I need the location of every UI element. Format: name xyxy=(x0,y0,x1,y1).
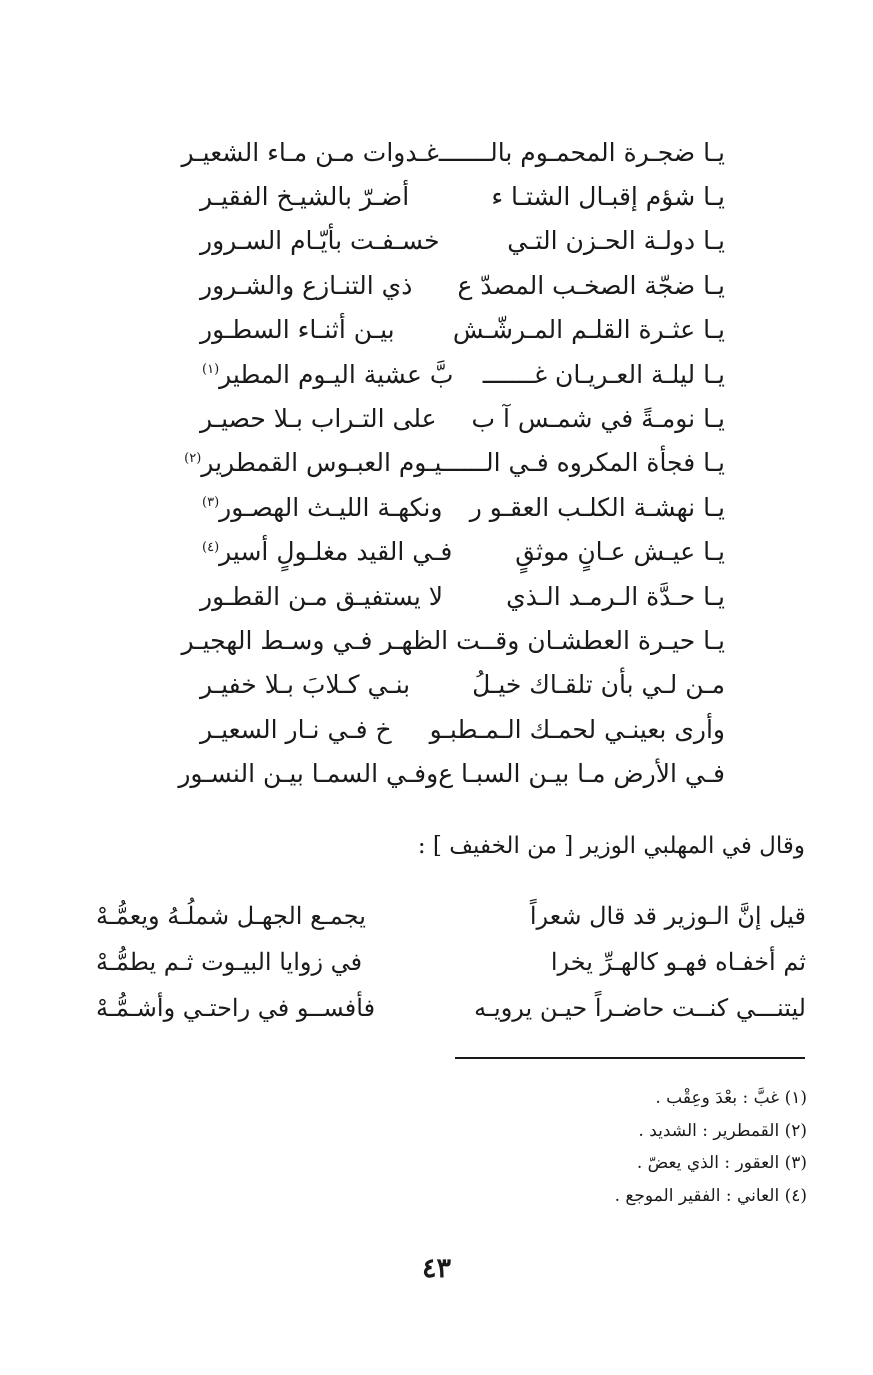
verse-line xyxy=(200,263,725,307)
page-number: ٤٣ xyxy=(421,1253,451,1284)
verse-second-hemistich-text: يجمـع الجهـل شملُـهُ ويعمُّـهْ xyxy=(96,902,366,930)
verse-second-hemistich xyxy=(200,360,453,389)
section-intro: وقال في المهلبي الوزير [ من الخفيف ] : xyxy=(417,833,805,859)
verse-second-hemistich-text: ذي التنـازع والشـرور xyxy=(200,270,413,300)
verse-second-hemistich xyxy=(182,138,439,167)
verse-second-hemistich xyxy=(182,626,488,655)
verse-first-hemistich: يـا حـدَّة الـرمـد الـذي xyxy=(506,581,725,611)
verse-line xyxy=(200,663,725,707)
footnote-marker: (٤) xyxy=(202,539,220,555)
verse-line xyxy=(96,893,806,939)
verse-second-hemistich-text: على التـراب بـلا حصيـر xyxy=(200,404,437,434)
verse-second-hemistich-text: ـيـوم العبـوس القمطرير xyxy=(201,448,450,478)
verse-line xyxy=(200,308,725,352)
verse-line xyxy=(200,707,725,751)
verse-line xyxy=(96,939,806,985)
verse-line xyxy=(184,441,725,485)
verse-first-hemistich: يـا ضجّة الصخـب المصدّ ع xyxy=(457,270,725,300)
verse-second-hemistich xyxy=(200,404,437,433)
verse-first-hemistich: يـا نهشـة الكلـب العقـو ر xyxy=(469,492,725,522)
verse-second-hemistich-text: خ فـي نـار السعيـر xyxy=(200,714,392,744)
footnote-item: (٣) العقور : الذي يعضّ . xyxy=(636,1153,807,1173)
verse-line xyxy=(200,352,725,396)
verse-second-hemistich xyxy=(200,493,442,522)
verse-second-hemistich xyxy=(200,315,395,344)
verse-line xyxy=(200,530,725,574)
verse-second-hemistich xyxy=(96,994,375,1022)
footnote-item: (١) غبَّ : بعْدَ وعِقْب . xyxy=(655,1088,807,1108)
footnote-item: (٢) القمطرير : الشديد . xyxy=(638,1120,807,1141)
footnotes xyxy=(615,1082,807,1212)
verse-second-hemistich xyxy=(178,759,438,788)
verse-first-hemistich: ليتنـــي كنــت حاضـراً حيـن يرويـه xyxy=(474,994,806,1022)
verse-first-hemistich: ثم أخفـاه فهـو كالهـرِّ يخرا xyxy=(550,948,806,976)
verse-second-hemistich xyxy=(96,902,366,930)
footnote-marker: (٢) xyxy=(184,451,202,467)
verse-line xyxy=(200,396,725,440)
verse-line xyxy=(200,485,725,529)
verse-second-hemistich-text: بيـن أثنـاء السطـور xyxy=(200,315,395,345)
verse-line xyxy=(181,130,725,174)
verse-first-hemistich: يـا عيـش عـانٍ موثقٍ xyxy=(515,537,725,567)
verse-second-hemistich xyxy=(182,448,449,477)
verse-line xyxy=(96,985,806,1031)
verse-first-hemistich: وأرى بعينـي لحمـك الـمـطبـو xyxy=(429,714,725,744)
verse-second-hemistich-text: أضـرّ بالشيـخ الفقيـر xyxy=(200,182,410,212)
verse-first-hemistich: يـا ليلـة العـريـان غـــــــ xyxy=(482,359,725,389)
verse-second-hemistich xyxy=(200,182,409,211)
verse-second-hemistich xyxy=(200,582,443,611)
verse-second-hemistich-text: فـي القيد مغلـولٍ أسير xyxy=(219,537,453,567)
verse-first-hemistich: يـا دولـة الحـزن التـي xyxy=(507,226,725,256)
footnote-marker: (١) xyxy=(202,362,220,378)
verse-line xyxy=(200,174,725,218)
verse-line xyxy=(200,219,725,263)
verse-second-hemistich xyxy=(200,670,410,699)
verse-second-hemistich-text: ونكهـة الليـث الهصـور xyxy=(219,492,443,522)
verse-line xyxy=(181,618,725,662)
verse-second-hemistich xyxy=(96,948,362,976)
footnote-divider xyxy=(455,1057,805,1059)
verse-second-hemistich xyxy=(200,271,412,300)
verse-second-hemistich-text: لا يستفيـق مـن القطـور xyxy=(200,581,444,611)
poem-verses xyxy=(178,130,725,796)
verse-first-hemistich: قيل إنَّ الـوزير قد قال شعراً xyxy=(529,902,806,930)
verse-second-hemistich xyxy=(200,226,440,255)
footnote-item: (٤) العاني : الفقير الموجع . xyxy=(614,1185,807,1206)
verse-second-hemistich-text: خسـفـت بأيّـام السـرور xyxy=(200,226,440,256)
verse-second-hemistich-text: بَّ عشية اليـوم المطير xyxy=(219,359,454,389)
verse-line xyxy=(200,574,725,618)
verse-first-hemistich: يـا نومـةً في شمـس آ ب xyxy=(471,404,725,434)
verse-line xyxy=(178,751,725,795)
second-poem-verses xyxy=(96,893,806,1031)
verse-second-hemistich-text: غـدوات مـن مـاء الشعيـر xyxy=(181,137,439,167)
verse-second-hemistich-text: ـت الظهـر فـي وسـط الهجيـر xyxy=(181,625,488,655)
verse-second-hemistich-text: فأفســو في راحتـي وأشـمُّـهْ xyxy=(96,994,376,1022)
verse-first-hemistich: يـا فجأة المكروه فـي الـــــ xyxy=(449,448,725,478)
verse-first-hemistich: يـا حيـرة العطشـان وقـ xyxy=(487,625,725,655)
verse-first-hemistich: يـا شؤم إقبـال الشتـا ء xyxy=(491,182,725,212)
footnote-marker: (٣) xyxy=(202,495,220,511)
verse-first-hemistich: يـا عثـرة القلـم المـرشّـش xyxy=(452,315,725,345)
verse-second-hemistich-text: في زوايا البيـوت ثـم يطمُّـهْ xyxy=(96,948,363,976)
verse-second-hemistich xyxy=(200,537,452,566)
verse-second-hemistich xyxy=(200,715,392,744)
verse-first-hemistich: مـن لـي بأن تلقـاك خيـلُ xyxy=(472,670,725,700)
verse-second-hemistich-text: بنـي كـلابَ بـلا خفيـر xyxy=(200,670,411,700)
verse-second-hemistich-text: وفـي السمـا بيـن النسـور xyxy=(178,759,439,789)
verse-first-hemistich: فـي الأرض مـا بيـن السبـا ع xyxy=(438,759,725,789)
verse-first-hemistich: يـا ضجـرة المحمـوم بالـــــــ xyxy=(438,137,725,167)
